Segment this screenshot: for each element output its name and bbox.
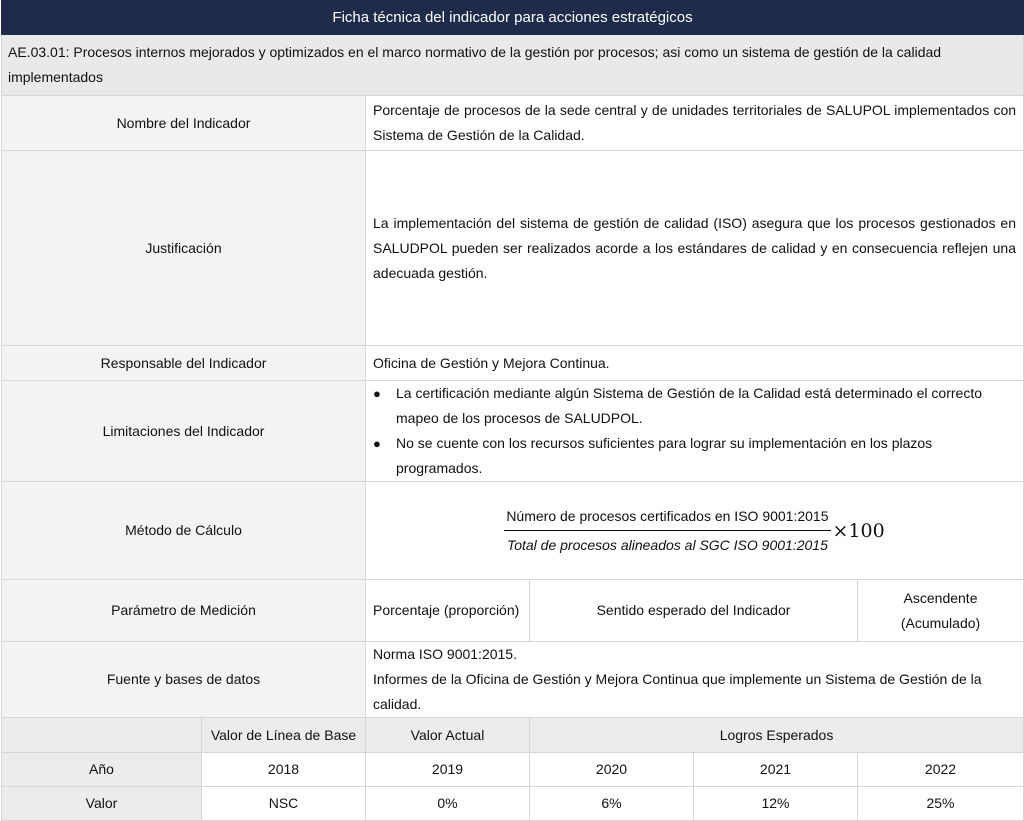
bullet-icon: ● [373,386,381,401]
limitacion-text: No se cuente con los recursos suficientes para lograr su implementación en los plazos programados. [396,435,933,476]
bullet-icon: ● [373,436,381,451]
list-item [373,381,1016,431]
fuente-value [366,642,1024,718]
metodo-label: Método de Cálculo [2,482,366,580]
formula-fraction [504,506,830,555]
responsable-value: Oficina de Gestión y Mejora Continua. [366,346,1024,381]
calculation-formula [373,506,1016,555]
metodo-value [366,482,1024,580]
year-cell: 2018 [202,753,366,787]
parametro-value: Porcentaje (proporción) [366,580,530,642]
formula-numerator: Número de procesos certificados en ISO 9001:2015 [504,506,830,531]
year-row-label: Año [2,753,202,787]
year-cell: 2021 [694,753,858,787]
value-cell: 0% [366,787,530,821]
values-header-blank [2,718,202,753]
value-cell: 12% [694,787,858,821]
parametro-label: Parámetro de Medición [2,580,366,642]
limitacion-text: La certificación mediante algún Sistema de Gestión de la Calidad está determinado el correcto mapeo de los procesos de SALUDPOL. [396,385,982,426]
sentido-value [858,580,1024,642]
limitaciones-label: Limitaciones del Indicador [2,381,366,482]
year-cell: 2019 [366,753,530,787]
nombre-value: Porcentaje de procesos de la sede central y de unidades territoriales de SALUPOL implementados con Sistema de Gestión de la Calidad. [366,96,1024,151]
valor-actual-header: Valor Actual [366,718,530,753]
justificacion-value: La implementación del sistema de gestión de calidad (ISO) asegura que los procesos gestionados en SALUDPOL pueden ser realizados acorde a los estándares de calidad y en consecuencia reflejen una adecuada gestión. [366,151,1024,346]
sentido-value-line1: Ascendente [903,589,978,606]
list-item [373,431,1016,481]
limitaciones-value [366,381,1024,482]
fuente-line-2: Informes de la Oficina de Gestión y Mejora Continua que implemente un Sistema de Gestión de la calidad. [373,671,982,712]
limitaciones-list [373,381,1016,481]
justificacion-label: Justificación [2,151,366,346]
linea-base-header: Valor de Línea de Base [202,718,366,753]
sentido-value-line2: (Acumulado) [900,614,981,631]
sentido-label: Sentido esperado del Indicador [530,580,858,642]
value-row-label: Valor [2,787,202,821]
formula-multiplier: ×100 [832,520,885,542]
value-cell: 6% [530,787,694,821]
logros-esperados-header: Logros Esperados [530,718,1024,753]
value-cell: NSC [202,787,366,821]
fuente-line-1: Norma ISO 9001:2015. [373,646,517,662]
nombre-label: Nombre del Indicador [2,96,366,151]
year-cell: 2020 [530,753,694,787]
responsable-label: Responsable del Indicador [2,346,366,381]
strategic-action-code: AE.03.01: Procesos internos mejorados y optimizados en el marco normativo de la gestión por procesos; asi como un sistema de gestión de la calidad implementados [2,35,1024,96]
sheet-title: Ficha técnica del indicador para acciones estratégicos [2,1,1024,35]
year-cell: 2022 [858,753,1024,787]
formula-denominator: Total de procesos alineados al SGC ISO 9001:2015 [506,537,828,553]
value-cell: 25% [858,787,1024,821]
indicator-table [1,0,1024,821]
fuente-label: Fuente y bases de datos [2,642,366,718]
